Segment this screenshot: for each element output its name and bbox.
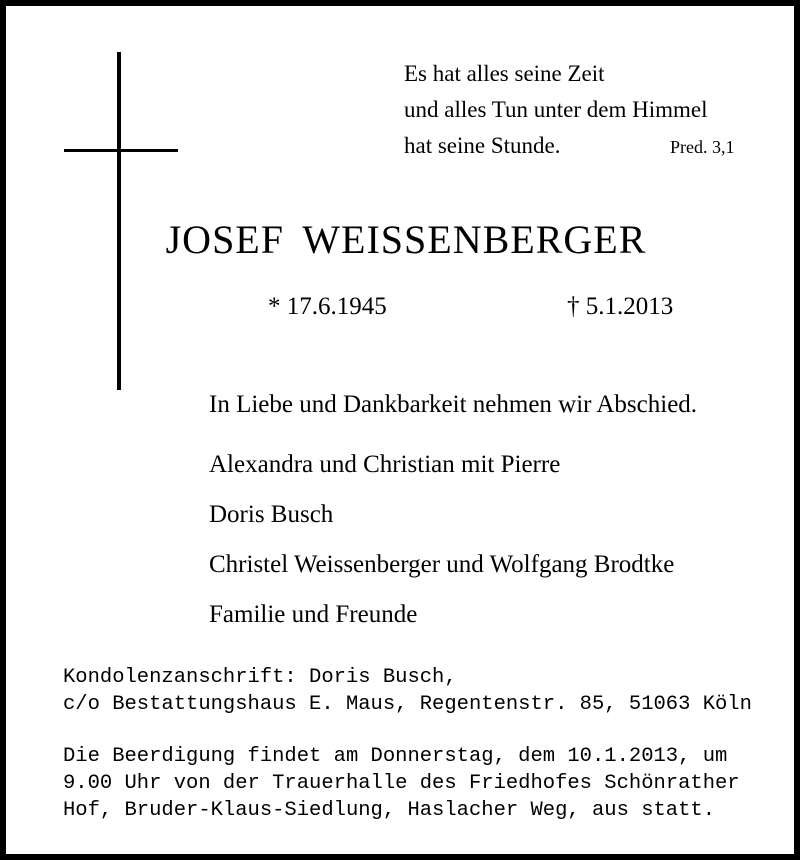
verse-line: Es hat alles seine Zeit	[404, 61, 605, 86]
death-date: † 5.1.2013	[567, 293, 674, 320]
funeral-line: 9.00 Uhr von der Trauerhalle des Friedhofes Schönrather	[63, 772, 740, 795]
bible-verse	[404, 56, 707, 164]
birth-date: * 17.6.1945	[268, 293, 387, 320]
funeral-notice	[63, 743, 740, 824]
verse-line: und alles Tun unter dem Himmel	[404, 97, 708, 122]
deceased-name: JOSEF WEISSENBERGER	[165, 217, 647, 262]
condolence-address	[63, 664, 752, 718]
funeral-line: Hof, Bruder-Klaus-Siedlung, Haslacher Weg, aus statt.	[63, 799, 716, 822]
mourner-entry: Christel Weissenberger und Wolfgang Brodtke	[209, 551, 675, 578]
verse-line: hat seine Stunde.	[404, 133, 561, 158]
mourners-list	[209, 449, 674, 649]
condolence-line: c/o Bestattungshaus E. Maus, Regentenstr. 85, 51063 Köln	[63, 693, 752, 716]
cross-icon-horizontal-bar	[64, 149, 178, 152]
verse-reference: Pred. 3,1	[670, 137, 735, 157]
condolence-line: Kondolenzanschrift: Doris Busch,	[63, 666, 457, 689]
mourner-entry: Familie und Freunde	[209, 601, 418, 628]
mourner-entry: Doris Busch	[209, 501, 334, 528]
funeral-line: Die Beerdigung findet am Donnerstag, dem 10.1.2013, um	[63, 745, 728, 768]
mourner-entry: Alexandra und Christian mit Pierre	[209, 451, 561, 478]
farewell-text: In Liebe und Dankbarkeit nehmen wir Abschied.	[209, 391, 698, 418]
